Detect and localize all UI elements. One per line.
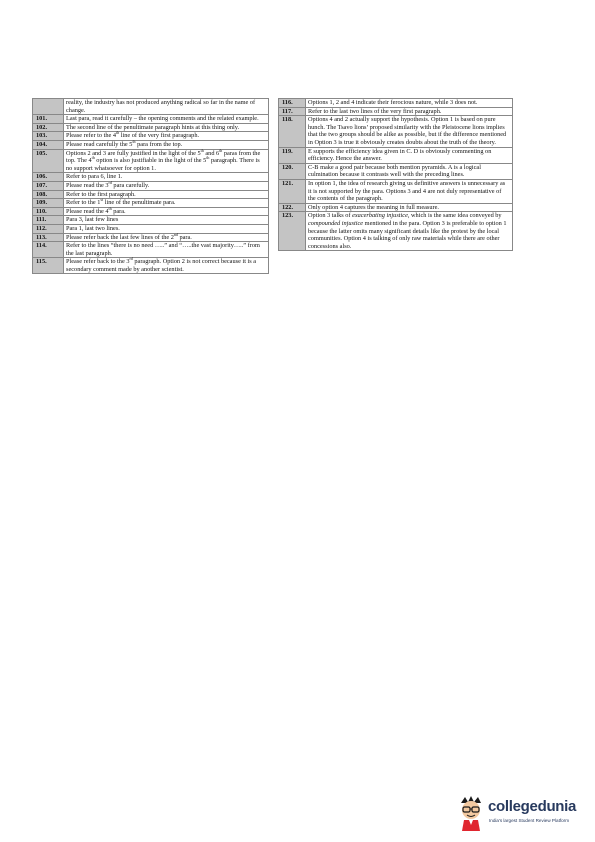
question-number: 123. [279, 212, 306, 251]
question-number: 107. [33, 181, 64, 190]
answer-explanation: E supports the efficiency idea given in C. D is obviously commenting on efficiency. Hence the answer. [306, 147, 513, 163]
question-number: 121. [279, 179, 306, 203]
answer-explanation: In option 1, the idea of research giving us definitive answers is unnecessary as it is not supported by the para. Options 3 and 4 are not duly representative of the contents of the paragraph. [306, 179, 513, 203]
collegedunia-logo [455, 795, 595, 835]
question-number [33, 99, 64, 115]
question-number: 119. [279, 147, 306, 163]
answer-explanation: Please read the 3rd para carefully. [64, 181, 269, 190]
question-number: 103. [33, 132, 64, 141]
question-number: 110. [33, 207, 64, 216]
answer-row [33, 233, 269, 242]
answer-row [33, 216, 269, 225]
question-number: 105. [33, 149, 64, 173]
answer-row [33, 190, 269, 199]
answer-explanation: Option 3 talks of exacerbating injustice, which is the same idea conveyed by compounded injustice mentioned in the para. Option 3 is preferable to option 1 because the latter omits many significant details like the protest by the local communities. Option 4 is talking of only raw materials while there are other concessions also. [306, 212, 513, 251]
answer-row [33, 199, 269, 208]
answer-explanation: Last para, read it carefully – the opening comments and the related example. [64, 115, 269, 124]
answer-row [33, 132, 269, 141]
answer-row [279, 179, 513, 203]
answer-row [33, 140, 269, 149]
answer-row [33, 258, 269, 274]
question-number: 114. [33, 242, 64, 258]
answer-row [33, 181, 269, 190]
answer-row [33, 149, 269, 173]
mascot-icon [455, 795, 487, 831]
question-number: 116. [279, 99, 306, 108]
answer-row [279, 203, 513, 212]
answer-row [33, 99, 269, 115]
answer-explanation: Para 3, last few lines [64, 216, 269, 225]
answer-row [279, 107, 513, 116]
answer-row [279, 163, 513, 179]
question-number: 120. [279, 163, 306, 179]
question-number: 109. [33, 199, 64, 208]
question-number: 122. [279, 203, 306, 212]
answer-row [33, 242, 269, 258]
answer-explanation: Only option 4 captures the meaning in full measure. [306, 203, 513, 212]
answer-row [33, 173, 269, 182]
answer-row [279, 212, 513, 251]
question-number: 108. [33, 190, 64, 199]
answer-explanation: Refer to the last two lines of the very first paragraph. [306, 107, 513, 116]
answer-explanation: Please refer to the 4th line of the very first paragraph. [64, 132, 269, 141]
answer-row [33, 207, 269, 216]
question-number: 102. [33, 123, 64, 132]
answer-explanation: The second line of the penultimate paragraph hints at this thing only. [64, 123, 269, 132]
answer-row [33, 115, 269, 124]
question-number: 106. [33, 173, 64, 182]
question-number: 118. [279, 116, 306, 147]
question-number: 117. [279, 107, 306, 116]
answer-explanation: Please refer back the last few lines of the 2nd para. [64, 233, 269, 242]
question-number: 112. [33, 224, 64, 233]
answer-row [33, 224, 269, 233]
answer-explanation: Refer to the first paragraph. [64, 190, 269, 199]
answer-explanation: Options 4 and 2 actually support the hypothesis. Option 1 is based on pure hunch. The Tsavo lions’ proposed similarity with the Pleistocene lions implies that the two groups should be alike as possible, but if the difference mentioned in Option 3 is true it obviously creates doubts about the truth of the theory. [306, 116, 513, 147]
question-number: 115. [33, 258, 64, 274]
answer-explanation: Please read carefully the 5th para from the top. [64, 140, 269, 149]
brand-name: collegedunia [488, 798, 577, 815]
answer-explanation: Refer to para 6, line 1. [64, 173, 269, 182]
answer-explanation: Para 1, last two lines. [64, 224, 269, 233]
answer-explanation: Options 2 and 3 are fully justified in the light of the 5th and 6th paras from the top. The 4th option is also justifiable in the light of the 5th paragraph. There is no support whatsoever for option 1. [64, 149, 269, 173]
answer-explanation: Refer to the lines “there is no need …..” and “…..the vast majority…..” from the last paragraph. [64, 242, 269, 258]
answer-explanation: Options 1, 2 and 4 indicate their ferocious nature, while 3 does not. [306, 99, 513, 108]
answer-explanation: C-B make a good pair because both mention pyramids. A is a logical culmination because it contrasts well with the preceding lines. [306, 163, 513, 179]
answer-table-left [32, 98, 269, 274]
answer-explanation: Please read the 4th para. [64, 207, 269, 216]
question-number: 101. [33, 115, 64, 124]
question-number: 111. [33, 216, 64, 225]
answer-row [279, 99, 513, 108]
question-number: 113. [33, 233, 64, 242]
question-number: 104. [33, 140, 64, 149]
brand-tagline: India's largest Student Review Platform [489, 818, 570, 823]
answer-table-right [278, 98, 513, 251]
answer-row [33, 123, 269, 132]
answer-explanation: reality, the industry has not produced anything radical so far in the name of change. [64, 99, 269, 115]
answer-row [279, 147, 513, 163]
answer-explanation: Please refer back to the 3rd paragraph. Option 2 is not correct because it is a secondary comment made by another scientist. [64, 258, 269, 274]
answer-explanation: Refer to the 1st line of the penultimate para. [64, 199, 269, 208]
answer-row [279, 116, 513, 147]
